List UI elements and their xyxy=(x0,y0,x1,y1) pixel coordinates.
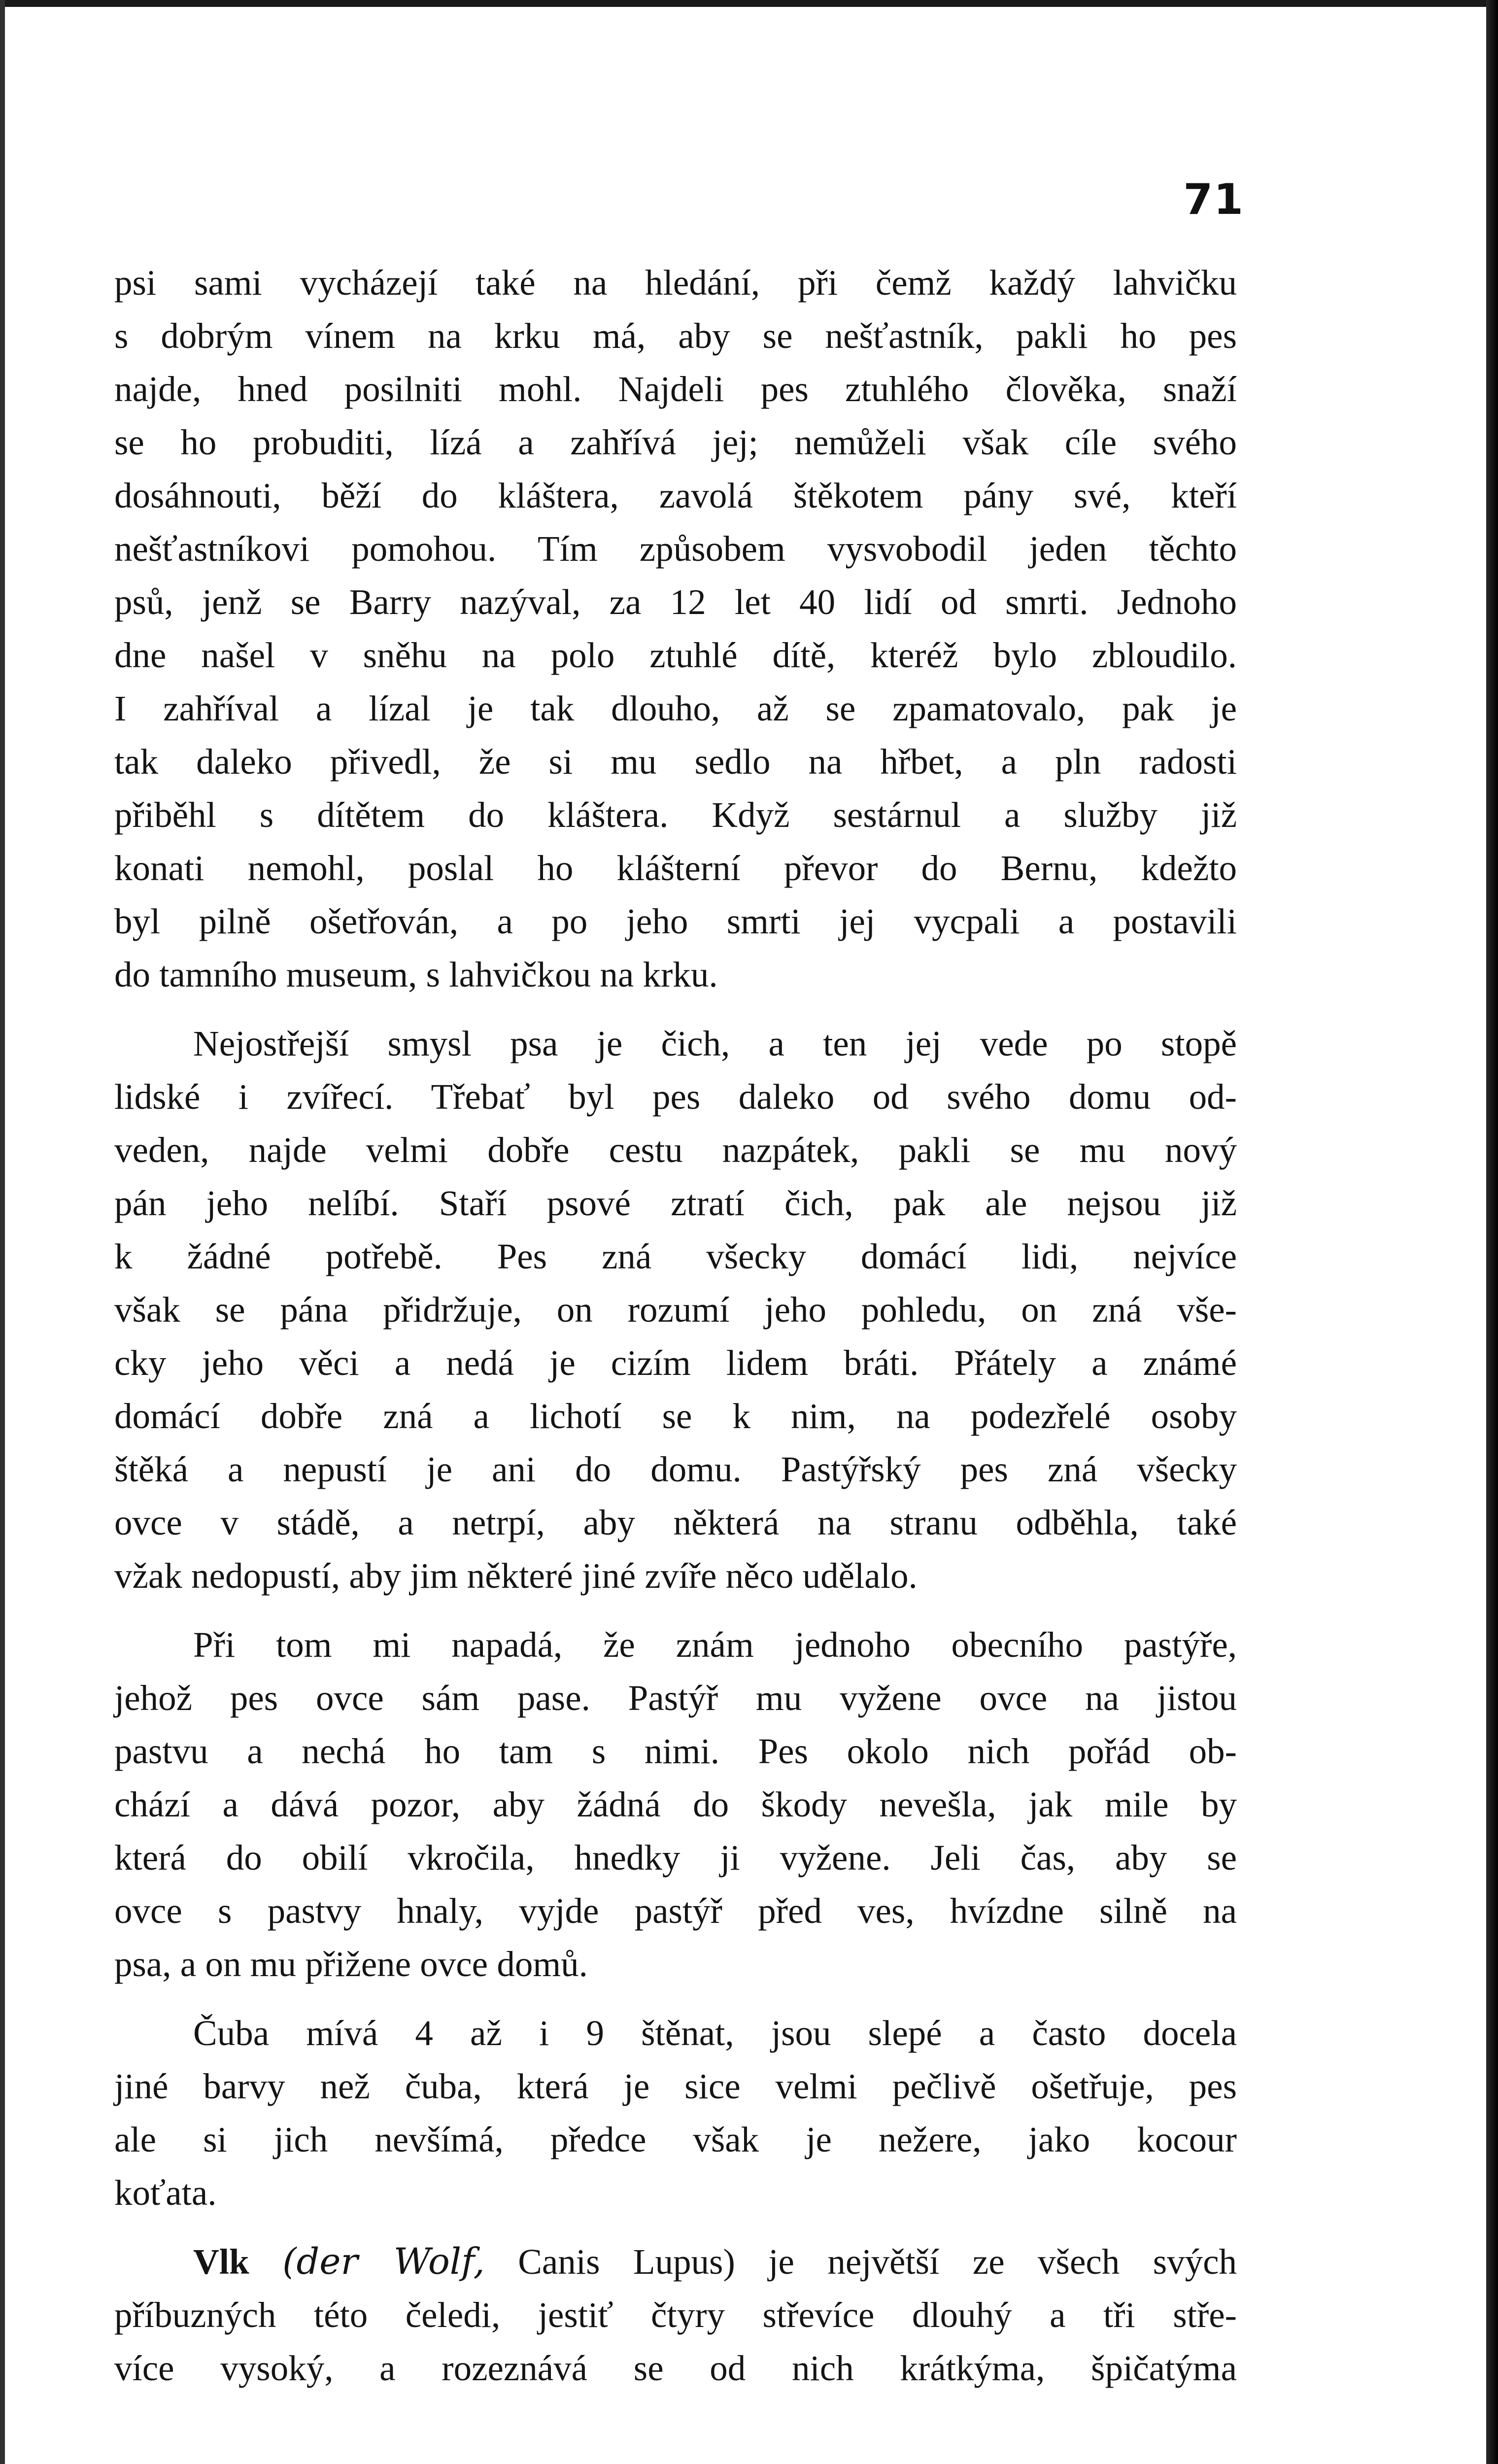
text-line: štěká a nepustí je ani do domu. Pastýřský pes zná všecky xyxy=(114,1449,1237,1489)
text-line: s dobrým vínem na krku má, aby se nešťastník, pakli ho pes xyxy=(114,316,1237,356)
body-text xyxy=(114,256,1237,2395)
german-name: (der Wolf, xyxy=(282,2241,485,2283)
paragraph-3 xyxy=(114,1618,1237,1991)
text-line: do tamního museum, s lahvičkou na krku. xyxy=(114,955,718,994)
text-line: pastvu a nechá ho tam s nimi. Pes okolo nich pořád ob- xyxy=(114,1731,1237,1771)
text-line xyxy=(114,2235,1237,2289)
entry-line-rest: Canis Lupus) je největší ze všech svých xyxy=(518,2242,1237,2282)
page-number: 71 xyxy=(1183,175,1244,224)
text-line: však se pána přidržuje, on rozumí jeho pohledu, on zná vše- xyxy=(114,1290,1237,1330)
text-line: Nejostřejší smysl psa je čich, a ten jej vede po stopě xyxy=(193,1024,1237,1063)
text-line: cky jeho věci a nedá je cizím lidem bráti. Přátely a známé xyxy=(114,1343,1237,1383)
text-line: jiné barvy než čuba, která je sice velmi pečlivě ošetřuje, pes xyxy=(114,2066,1237,2106)
text-line: dosáhnouti, běží do kláštera, zavolá štěkotem pány své, kteří xyxy=(114,476,1237,515)
text-line: domácí dobře zná a lichotí se k nim, na podezřelé osoby xyxy=(114,1396,1237,1436)
scan-edge-right xyxy=(1486,0,1498,2464)
text-line: psi sami vycházejí také na hledání, při čemž každý lahvičku xyxy=(114,263,1237,303)
text-line: psa, a on mu přižene ovce domů. xyxy=(114,1944,588,1984)
text-line: k žádné potřebě. Pes zná všecky domácí lidi, nejvíce xyxy=(114,1236,1237,1276)
text-line: I zahříval a lízal je tak dlouho, až se zpamatovalo, pak je xyxy=(114,688,1237,728)
text-line: pán jeho nelíbí. Staří psové ztratí čich, pak ale nejsou již xyxy=(114,1183,1237,1223)
entry-term: Vlk xyxy=(193,2242,249,2282)
text-line: přiběhl s dítětem do kláštera. Když sestárnul a služby již xyxy=(114,795,1237,835)
paragraph-1 xyxy=(114,256,1237,1001)
text-line: ovce v stádě, a netrpí, aby některá na stranu odběhla, také xyxy=(114,1503,1237,1542)
text-line: ale si jich nevšímá, předce však je nežere, jako kocour xyxy=(114,2120,1237,2159)
text-line: jehož pes ovce sám pase. Pastýř mu vyžene ovce na jistou xyxy=(114,1678,1237,1718)
scan-edge-left xyxy=(0,0,5,2464)
text-line: dne našel v sněhu na polo ztuhlé dítě, kteréž bylo zbloudilo. xyxy=(114,635,1237,675)
text-line: veden, najde velmi dobře cestu nazpátek, pakli se mu nový xyxy=(114,1130,1237,1170)
paragraph-2 xyxy=(114,1017,1237,1603)
text-line: ovce s pastvy hnaly, vyjde pastýř před ves, hvízdne silně na xyxy=(114,1891,1237,1931)
text-line: se ho probuditi, lízá a zahřívá jej; nemůželi však cíle svého xyxy=(114,422,1237,462)
text-line: příbuzných této čeledi, jestiť čtyry střevíce dlouhý a tři stře- xyxy=(114,2295,1237,2335)
text-line: která do obilí vkročila, hnedky ji vyžene. Jeli čas, aby se xyxy=(114,1838,1237,1878)
text-line: Při tom mi napadá, že znám jednoho obecního pastýře, xyxy=(193,1625,1237,1665)
text-line: koťata. xyxy=(114,2173,217,2213)
text-line: psů, jenž se Barry nazýval, za 12 let 40 lidí od smrti. Jednoho xyxy=(114,582,1237,622)
text-line: vžak nedopustí, aby jim některé jiné zvíře něco udělalo. xyxy=(114,1556,918,1596)
text-line: chází a dává pozor, aby žádná do škody nevešla, jak mile by xyxy=(114,1784,1237,1824)
paragraph-5 xyxy=(114,2235,1237,2395)
text-line: konati nemohl, poslal ho klášterní převor do Bernu, kdežto xyxy=(114,848,1237,888)
text-line: více vysoký, a rozeznává se od nich krátkýma, špičatýma xyxy=(114,2348,1237,2388)
text-line: nešťastníkovi pomohou. Tím způsobem vysvobodil jeden těchto xyxy=(114,529,1237,569)
text-line: tak daleko přivedl, že si mu sedlo na hřbet, a pln radosti xyxy=(114,742,1237,782)
text-line: najde, hned posilniti mohl. Najdeli pes ztuhlého člověka, snaží xyxy=(114,369,1237,409)
text-line: Čuba mívá 4 až i 9 štěnat, jsou slepé a často docela xyxy=(193,2013,1237,2053)
text-line: byl pilně ošetřován, a po jeho smrti jej vycpali a postavili xyxy=(114,901,1237,941)
scan-edge-top xyxy=(0,0,1498,7)
text-line: lidské i zvířecí. Třebať byl pes daleko od svého domu od- xyxy=(114,1077,1237,1117)
paragraph-4 xyxy=(114,2007,1237,2220)
